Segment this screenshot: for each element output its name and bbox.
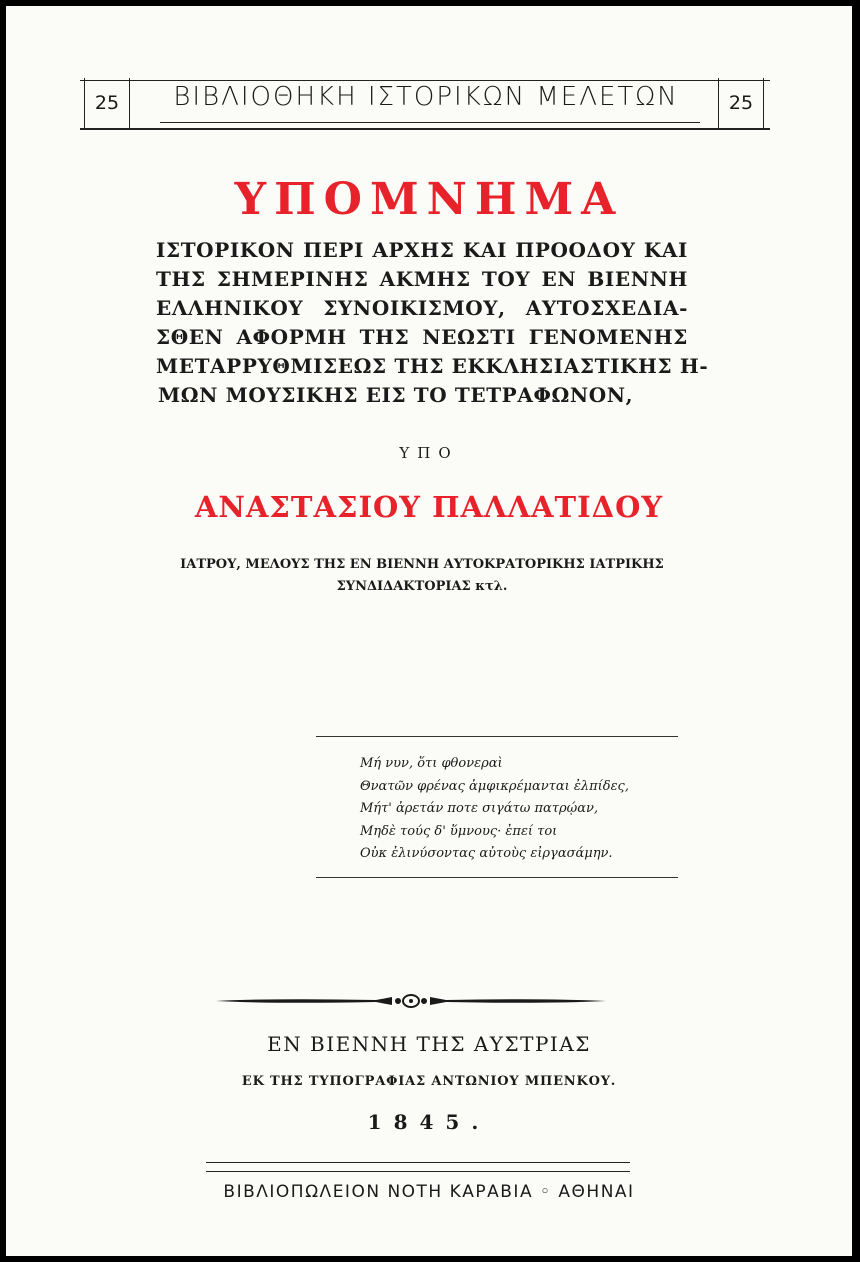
imprint-year: 1845. [367, 1110, 491, 1134]
publisher-double-rule [206, 1162, 630, 1172]
subtitle-line: ΤΗΣ ΣΗΜΕΡΙΝΗΣ ΑΚΜΗΣ ΤΟΥ ΕΝ ΒΙΕΝΝΗ [156, 267, 688, 291]
epigraph-line: Μήτ' ἀρετάν ποτε σιγάτω πατρῴαν, [360, 801, 599, 816]
series-header [80, 70, 770, 132]
title-page [6, 6, 852, 1256]
subtitle-line: ΜΕΤΑΡΡΥΘΜΙΣΕΩΣ ΤΗΣ ΕΚΚΛΗΣΙΑΣΤΙΚΗΣ Η- [156, 354, 709, 378]
epigraph-line: Μή νυν, ὅτι φθονεραὶ [360, 756, 503, 771]
epigraph-line: Μηδὲ τούς δ' ὕμνους· ἐπεί τοι [360, 823, 558, 839]
credentials-line: ΙΑΤΡΟΥ, ΜΕΛΟΥΣ ΤΗΣ ΕΝ ΒΙΕΝΝΗ ΑΥΤΟΚΡΑΤΟΡΙΚΗΣ ΙΑΤΡΙΚΗΣ [180, 557, 664, 572]
author-name: ΑΝΑΣΤΑΣΙΟΥ ΠΑΛΛΑΤΙΔΟΥ [194, 490, 664, 524]
subtitle-line: ΕΛΛΗΝΙΚΟΥ ΣΥΝΟΙΚΙΣΜΟΥ, ΑΥΤΟΣΧΕΔΙΑ- [156, 296, 688, 320]
series-top-rule [80, 80, 770, 81]
epigraph [316, 736, 678, 878]
series-title: ΒΙΒΛΙΟΘΗΚΗ ΙΣΤΟΡΙΚΩΝ ΜΕΛΕΤΩΝ [152, 82, 700, 112]
epigraph-line: Οὐκ ἐλινύσοντας αὐτοὺς εἰργασάμην. [360, 846, 613, 861]
by-label: ΥΠΟ [399, 444, 459, 462]
imprint-place: ΕΝ ΒΙΕΝΝΗ ΤΗΣ ΑΥΣΤΡΙΑΣ [267, 1032, 591, 1056]
ornament-divider-icon [216, 990, 606, 1012]
publisher-line: ΒΙΒΛΙΟΠΩΛΕΙΟΝ ΝΟΤΗ ΚΑΡΑΒΙΑ ◦ ΑΘΗΝΑΙ [223, 1182, 635, 1202]
main-title: ΥΠΟΜΝΗΜΑ [234, 174, 624, 225]
author-credentials [156, 554, 688, 598]
epigraph-line: Θνατῶν φρένας ἀμφικρέμανται ἐλπίδες, [360, 778, 629, 794]
subtitle-line: ΣΘΕΝ ΑΦΟΡΜΗ ΤΗΣ ΝΕΩΣΤΙ ΓΕΝΟΜΕΝΗΣ [156, 325, 688, 349]
credentials-line: ΣΥΝΔΙΔΑΚΤΟΡΙΑΣ κτλ. [336, 579, 508, 594]
subtitle [156, 236, 709, 410]
subtitle-line: ΙΣΤΟΡΙΚΟΝ ΠΕΡΙ ΑΡΧΗΣ ΚΑΙ ΠΡΟΟΔΟΥ ΚΑΙ [156, 238, 688, 262]
series-number-left: 25 [84, 78, 130, 128]
subtitle-line: ΜΩΝ ΜΟΥΣΙΚΗΣ ΕΙΣ ΤΟ ΤΕΤΡΑΦΩΝΟΝ, [158, 383, 634, 407]
series-number-right: 25 [718, 78, 764, 128]
series-bottom-rule [80, 128, 770, 130]
imprint-printer: ΕΚ ΤΗΣ ΤΥΠΟΓΡΑΦΙΑΣ ΑΝΤΩΝΙΟΥ ΜΠΕΝΚΟΥ. [241, 1074, 617, 1089]
